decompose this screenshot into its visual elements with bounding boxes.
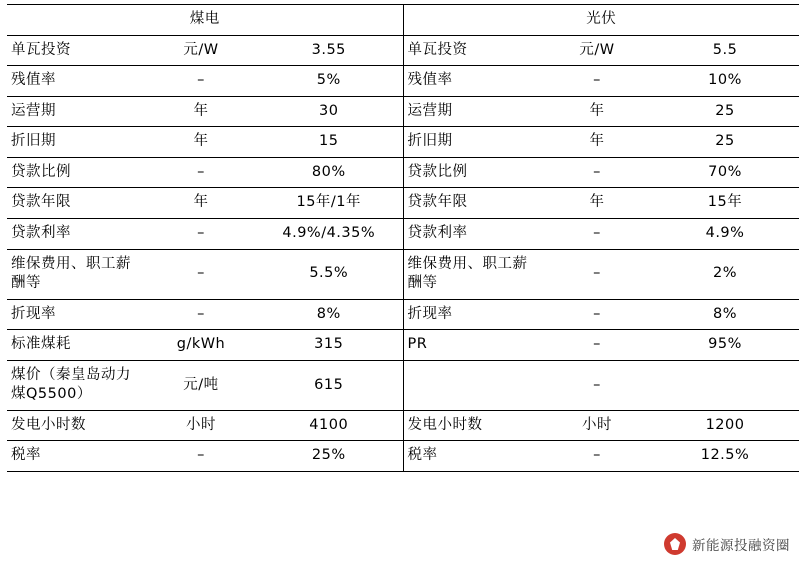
row-value-right: 12.5% <box>651 441 799 472</box>
row-value-left: 15 <box>255 127 403 158</box>
row-unit-left: – <box>147 218 255 249</box>
table-row <box>7 66 799 97</box>
row-label-right <box>403 360 543 410</box>
row-unit-right: 年 <box>543 127 651 158</box>
row-value-right: 2% <box>651 249 799 299</box>
row-unit-left: – <box>147 299 255 330</box>
table-row <box>7 35 799 66</box>
table-row <box>7 188 799 219</box>
row-label-right: 贷款利率 <box>403 218 543 249</box>
row-label-right: PR <box>403 330 543 361</box>
row-unit-right: 元/W <box>543 35 651 66</box>
shield-logo-icon <box>664 533 686 555</box>
row-unit-right: – <box>543 66 651 97</box>
table-header-row <box>7 5 799 36</box>
row-label-left: 单瓦投资 <box>7 35 147 66</box>
row-unit-left: 年 <box>147 96 255 127</box>
row-unit-left: 小时 <box>147 410 255 441</box>
row-value-left: 8% <box>255 299 403 330</box>
row-unit-left: – <box>147 66 255 97</box>
watermark <box>660 531 794 557</box>
row-unit-right: – <box>543 360 651 410</box>
table-row <box>7 299 799 330</box>
row-value-left: 4100 <box>255 410 403 441</box>
row-label-right: 税率 <box>403 441 543 472</box>
row-value-left: 4.9%/4.35% <box>255 218 403 249</box>
row-value-left: 615 <box>255 360 403 410</box>
row-value-left: 315 <box>255 330 403 361</box>
table-row <box>7 157 799 188</box>
row-unit-right: – <box>543 441 651 472</box>
row-label-right: 贷款年限 <box>403 188 543 219</box>
row-unit-right: – <box>543 249 651 299</box>
row-label-left: 贷款年限 <box>7 188 147 219</box>
row-label-left: 折旧期 <box>7 127 147 158</box>
row-value-right: 15年 <box>651 188 799 219</box>
row-unit-left: 元/吨 <box>147 360 255 410</box>
table-row <box>7 249 799 299</box>
table-row <box>7 96 799 127</box>
row-label-left: 煤价（秦皇岛动力煤Q5500） <box>7 360 147 410</box>
row-label-left: 发电小时数 <box>7 410 147 441</box>
row-unit-left: – <box>147 441 255 472</box>
table-row <box>7 218 799 249</box>
row-value-right: 4.9% <box>651 218 799 249</box>
row-unit-right: – <box>543 218 651 249</box>
row-value-right: 95% <box>651 330 799 361</box>
row-value-right: 25 <box>651 96 799 127</box>
row-label-right: 折现率 <box>403 299 543 330</box>
row-unit-left: g/kWh <box>147 330 255 361</box>
header-coal: 煤电 <box>7 5 403 36</box>
table-row <box>7 360 799 410</box>
row-unit-left: 元/W <box>147 35 255 66</box>
row-unit-right: 年 <box>543 188 651 219</box>
document-page <box>0 4 804 571</box>
table-row <box>7 127 799 158</box>
row-label-right: 发电小时数 <box>403 410 543 441</box>
row-unit-right: – <box>543 330 651 361</box>
watermark-label: 新能源投融资圈 <box>692 538 790 554</box>
row-label-right: 维保费用、职工薪酬等 <box>403 249 543 299</box>
table-row <box>7 330 799 361</box>
row-label-left: 贷款比例 <box>7 157 147 188</box>
row-unit-left: – <box>147 249 255 299</box>
row-unit-right: – <box>543 299 651 330</box>
row-label-right: 残值率 <box>403 66 543 97</box>
row-label-right: 单瓦投资 <box>403 35 543 66</box>
row-value-right: 70% <box>651 157 799 188</box>
row-value-left: 3.55 <box>255 35 403 66</box>
row-label-left: 维保费用、职工薪酬等 <box>7 249 147 299</box>
row-label-right: 运营期 <box>403 96 543 127</box>
row-label-right: 贷款比例 <box>403 157 543 188</box>
row-label-left: 贷款利率 <box>7 218 147 249</box>
row-value-right: 8% <box>651 299 799 330</box>
header-pv: 光伏 <box>403 5 799 36</box>
row-unit-left: 年 <box>147 127 255 158</box>
row-value-left: 30 <box>255 96 403 127</box>
row-unit-right: – <box>543 157 651 188</box>
row-unit-left: – <box>147 157 255 188</box>
row-value-left: 25% <box>255 441 403 472</box>
row-label-left: 残值率 <box>7 66 147 97</box>
row-label-left: 运营期 <box>7 96 147 127</box>
row-label-right: 折旧期 <box>403 127 543 158</box>
row-value-left: 80% <box>255 157 403 188</box>
row-unit-right: 年 <box>543 96 651 127</box>
row-value-left: 5% <box>255 66 403 97</box>
row-value-right: 10% <box>651 66 799 97</box>
row-label-left: 税率 <box>7 441 147 472</box>
row-value-right: 1200 <box>651 410 799 441</box>
row-label-left: 标准煤耗 <box>7 330 147 361</box>
row-value-left: 15年/1年 <box>255 188 403 219</box>
row-label-left: 折现率 <box>7 299 147 330</box>
row-unit-left: 年 <box>147 188 255 219</box>
table-row <box>7 410 799 441</box>
row-value-left: 5.5% <box>255 249 403 299</box>
comparison-table <box>7 4 799 472</box>
row-value-right: 5.5 <box>651 35 799 66</box>
row-value-right <box>651 360 799 410</box>
table-row <box>7 441 799 472</box>
row-value-right: 25 <box>651 127 799 158</box>
row-unit-right: 小时 <box>543 410 651 441</box>
